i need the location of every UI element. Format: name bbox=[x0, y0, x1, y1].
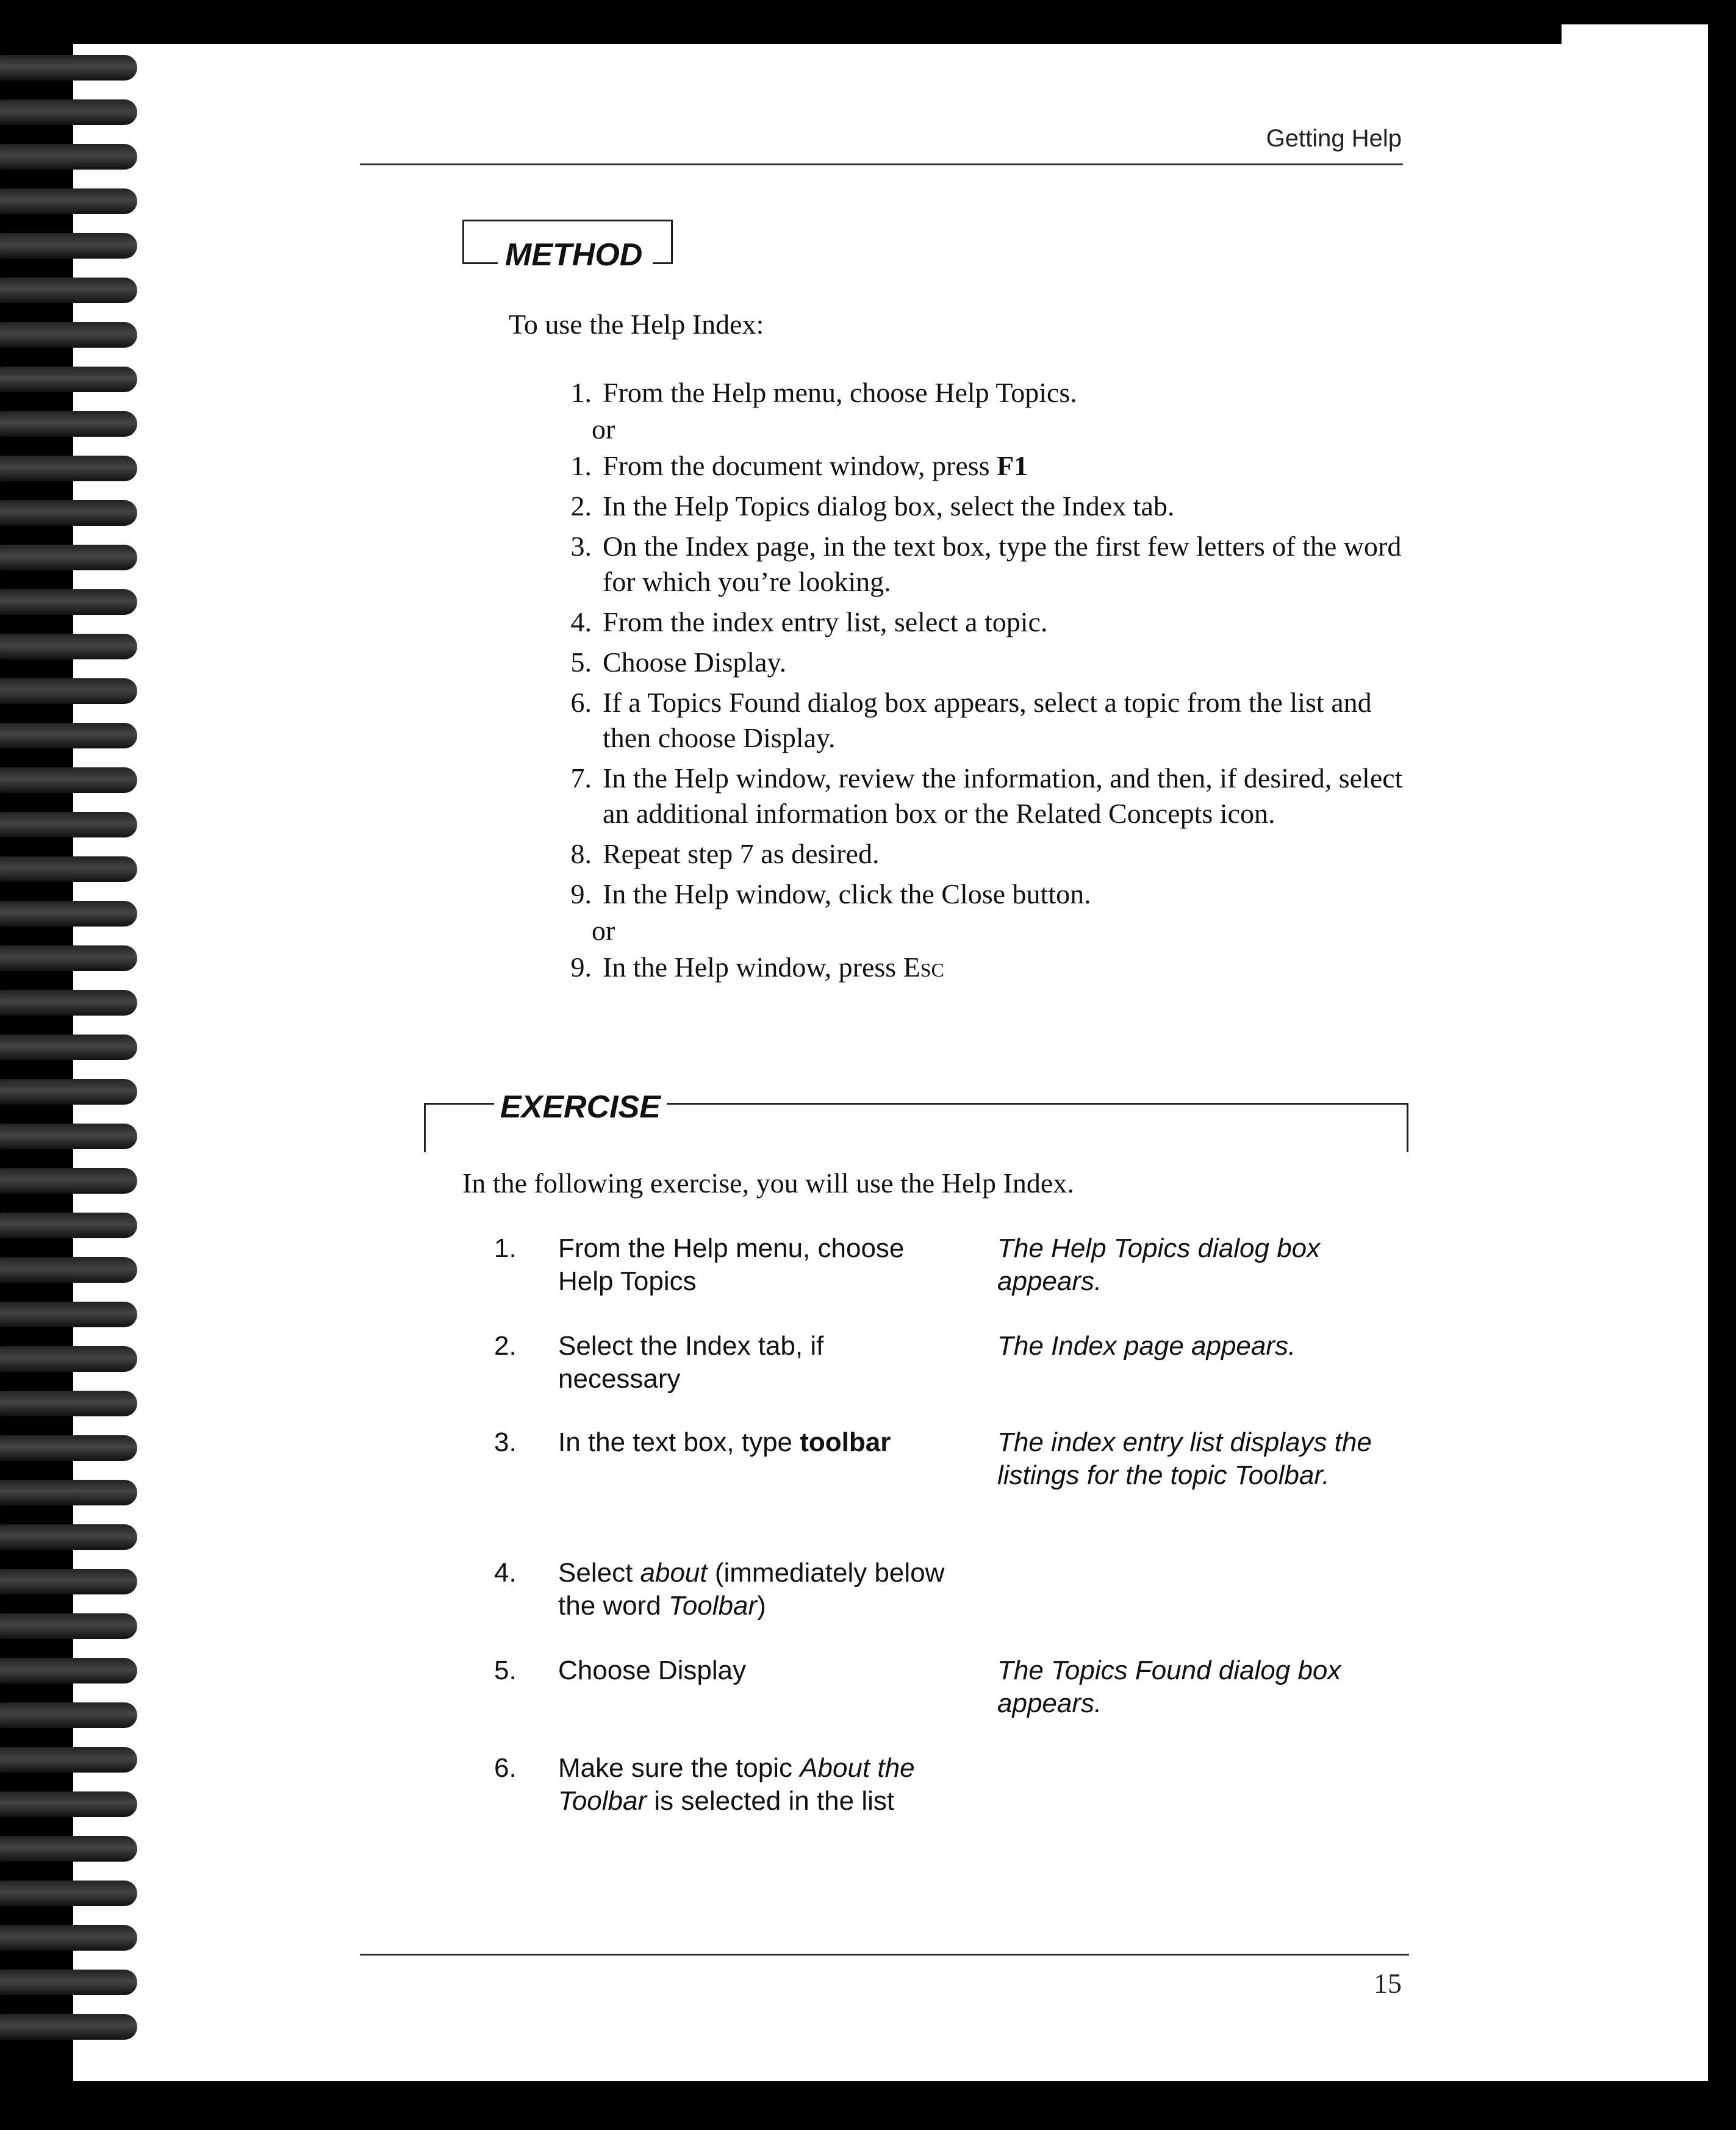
step-text: Repeat step 7 as desired. bbox=[603, 838, 880, 869]
exercise-action: Select the Index tab, if necessary bbox=[558, 1331, 824, 1394]
binding-coil bbox=[0, 1970, 137, 1995]
step-number: 5. bbox=[570, 647, 592, 678]
header-rule bbox=[360, 163, 1403, 165]
binding-coil bbox=[0, 188, 137, 214]
exercise-action-italic: About the Toolbar bbox=[558, 1753, 915, 1816]
exercise-result: The Index page appears. bbox=[997, 1331, 1296, 1361]
exercise-step-number: 3. bbox=[494, 1427, 517, 1457]
exercise-action bbox=[558, 1426, 949, 1459]
method-box-right-bracket bbox=[653, 220, 673, 264]
step-number: 9. bbox=[570, 878, 592, 909]
binding-coil bbox=[0, 990, 137, 1016]
footer-rule bbox=[360, 1954, 1409, 1956]
exercise-action: From the Help menu, choose Help Topics bbox=[558, 1233, 905, 1296]
exercise-action-italic: Toolbar bbox=[668, 1591, 758, 1621]
step-text: From the Help menu, choose Help Topics. bbox=[603, 377, 1077, 408]
step-text-part: From the document window, press bbox=[603, 450, 997, 481]
binding-coil bbox=[0, 634, 137, 659]
exercise-step-number: 2. bbox=[494, 1331, 517, 1361]
binding-coil bbox=[0, 1257, 137, 1283]
binding-coil bbox=[0, 1213, 137, 1238]
exercise-action bbox=[558, 1557, 949, 1623]
binding-coil bbox=[0, 1391, 137, 1416]
method-heading-box bbox=[462, 220, 673, 273]
binding-coil bbox=[0, 1168, 137, 1194]
step-number: 3. bbox=[570, 531, 592, 562]
spiral-binding bbox=[0, 55, 146, 2068]
typed-text-toolbar: toolbar bbox=[800, 1427, 891, 1457]
exercise-action-part: is selected in the list bbox=[647, 1786, 895, 1816]
binding-coil bbox=[0, 322, 137, 348]
binding-coil bbox=[0, 1613, 137, 1639]
page-number: 15 bbox=[1374, 1968, 1402, 1999]
binding-coil bbox=[0, 545, 137, 570]
binding-coil bbox=[0, 144, 137, 170]
binding-coil bbox=[0, 589, 137, 615]
exercise-action-part: (immediately below the word bbox=[558, 1558, 945, 1621]
exercise-step-number: 5. bbox=[494, 1655, 517, 1685]
exercise-action-part: Select bbox=[558, 1558, 640, 1588]
binding-coil bbox=[0, 1925, 137, 1951]
key-f1: F1 bbox=[997, 450, 1028, 481]
step-number: 1. bbox=[570, 450, 592, 481]
binding-coil bbox=[0, 678, 137, 704]
binding-coil bbox=[0, 901, 137, 927]
binding-coil bbox=[0, 856, 137, 882]
exercise-action: Choose Display bbox=[558, 1655, 747, 1685]
binding-coil bbox=[0, 500, 137, 526]
binding-coil bbox=[0, 723, 137, 748]
binding-coil bbox=[0, 1124, 137, 1149]
exercise-heading: EXERCISE bbox=[494, 1089, 667, 1125]
binding-coil bbox=[0, 1569, 137, 1594]
step-text: In the Help Topics dialog box, select the Index tab. bbox=[603, 490, 1175, 522]
binding-coil bbox=[0, 1836, 137, 1862]
binding-coil bbox=[0, 1079, 137, 1105]
binding-coil bbox=[0, 278, 137, 303]
binding-coil bbox=[0, 1702, 137, 1728]
method-heading: METHOD bbox=[500, 237, 647, 273]
step-text: In the Help window, click the Close button. bbox=[603, 878, 1091, 909]
binding-coil bbox=[0, 367, 137, 392]
step-text: On the Index page, in the text box, type the first few letters of the word for which you’re looking. bbox=[603, 531, 1402, 597]
method-step bbox=[552, 604, 1406, 640]
step-text: In the Help window, review the information, and then, if desired, select an additional information box or the Related Concepts icon. bbox=[603, 762, 1403, 829]
step-number: 2. bbox=[570, 490, 592, 522]
running-header: Getting Help bbox=[1266, 125, 1402, 152]
binding-coil bbox=[0, 1480, 137, 1505]
method-step bbox=[552, 877, 1406, 912]
exercise-step-number: 1. bbox=[494, 1233, 517, 1263]
exercise-result: The Help Topics dialog box appears. bbox=[997, 1233, 1321, 1296]
step-text: Choose Display. bbox=[603, 647, 787, 678]
binding-coil bbox=[0, 945, 137, 971]
method-step bbox=[552, 375, 1406, 411]
exercise-action-part: Make sure the topic bbox=[558, 1753, 800, 1783]
binding-coil bbox=[0, 233, 137, 259]
method-box-left-bracket bbox=[462, 220, 498, 264]
method-step-or: or bbox=[592, 915, 615, 946]
step-text: If a Topics Found dialog box appears, select a topic from the list and then choose Display. bbox=[603, 687, 1372, 753]
method-step bbox=[552, 950, 1406, 985]
binding-coil bbox=[0, 1302, 137, 1327]
step-text: From the index entry list, select a topic. bbox=[603, 606, 1048, 637]
page-edge bbox=[1562, 24, 1708, 49]
exercise-result: The index entry list displays the listings for the topic Toolbar. bbox=[997, 1427, 1372, 1490]
exercise-action-part: ) bbox=[757, 1591, 766, 1621]
step-number: 6. bbox=[570, 687, 592, 718]
method-step-or: or bbox=[592, 414, 615, 445]
binding-coil bbox=[0, 767, 137, 793]
exercise-result: The Topics Found dialog box appears. bbox=[997, 1655, 1341, 1718]
method-step bbox=[552, 529, 1406, 600]
binding-coil bbox=[0, 812, 137, 837]
step-text bbox=[603, 448, 1406, 484]
binding-coil bbox=[0, 1747, 137, 1773]
method-intro: To use the Help Index: bbox=[509, 309, 764, 340]
binding-coil bbox=[0, 1524, 137, 1550]
exercise-action-italic: about bbox=[640, 1558, 708, 1588]
binding-coil bbox=[0, 1791, 137, 1817]
exercise-step-number: 4. bbox=[494, 1558, 517, 1588]
method-steps-list bbox=[552, 375, 1406, 990]
method-step bbox=[552, 645, 1406, 680]
step-text bbox=[603, 950, 1406, 985]
binding-coil bbox=[0, 1035, 137, 1060]
scan-bottom-edge bbox=[0, 2081, 1736, 2130]
method-step bbox=[552, 489, 1406, 524]
method-step bbox=[552, 448, 1406, 484]
step-number: 4. bbox=[570, 606, 592, 637]
step-number: 9. bbox=[570, 952, 592, 983]
binding-coil bbox=[0, 2014, 137, 2040]
method-step bbox=[552, 761, 1406, 831]
binding-coil bbox=[0, 411, 137, 437]
step-number: 1. bbox=[570, 377, 592, 408]
method-step bbox=[552, 836, 1406, 872]
exercise-action-part: In the text box, type bbox=[558, 1427, 800, 1457]
method-step bbox=[552, 685, 1406, 756]
exercise-action bbox=[558, 1752, 949, 1818]
step-text-part: In the Help window, press bbox=[603, 952, 903, 983]
exercise-intro: In the following exercise, you will use the Help Index. bbox=[462, 1167, 1074, 1199]
binding-coil bbox=[0, 55, 137, 81]
binding-coil bbox=[0, 1658, 137, 1684]
binding-coil bbox=[0, 456, 137, 481]
step-number: 8. bbox=[570, 838, 592, 869]
binding-coil bbox=[0, 1435, 137, 1461]
step-number: 7. bbox=[570, 762, 592, 794]
binding-coil bbox=[0, 1881, 137, 1906]
binding-coil bbox=[0, 99, 137, 125]
exercise-step-number: 6. bbox=[494, 1753, 517, 1783]
key-esc: Esc bbox=[903, 952, 944, 983]
binding-coil bbox=[0, 1346, 137, 1372]
